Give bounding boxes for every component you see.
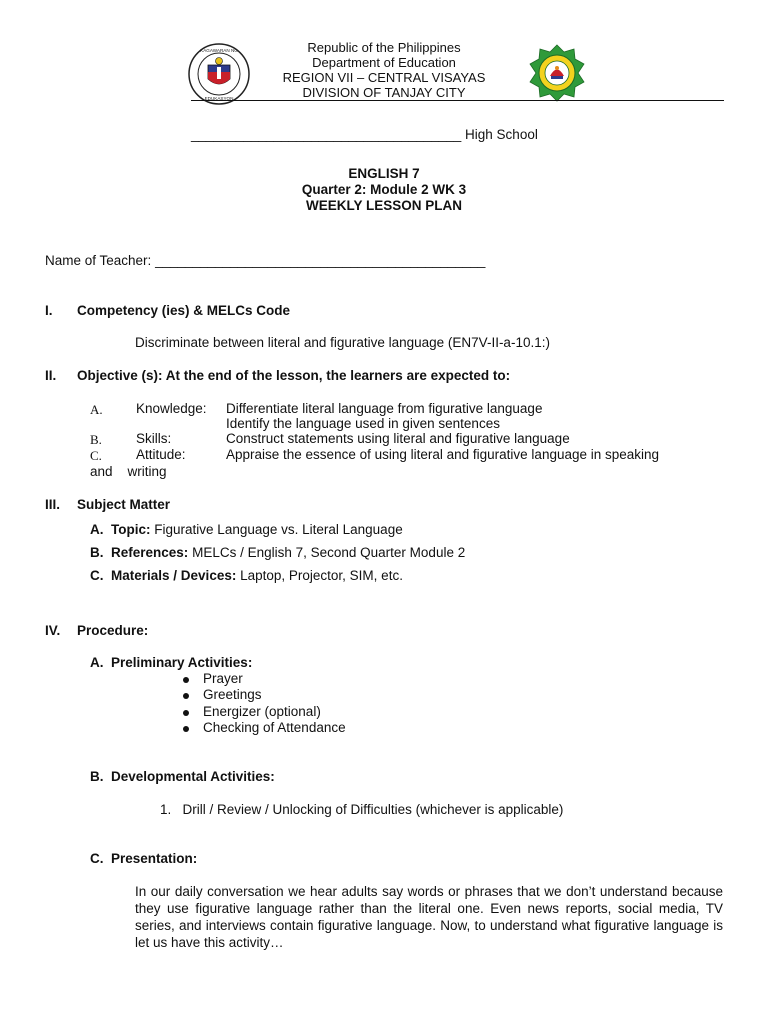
objective-text: Identify the language used in given sentences	[226, 416, 500, 431]
section-i-title: Competency (ies) & MELCs Code	[77, 303, 291, 318]
subject-letter: B.	[90, 545, 104, 560]
quarter-title: Quarter 2: Module 2 WK 3	[301, 182, 467, 197]
section-ii-title: Objective (s): At the end of the lesson, the learners are expected to:	[77, 368, 511, 383]
objective-letter: B.	[90, 432, 102, 447]
objective-label: Knowledge:	[136, 401, 207, 416]
preliminary-bullet: Energizer (optional)	[203, 704, 321, 719]
competency-text: Discriminate between literal and figurative language (EN7V-II-a-10.1:)	[135, 335, 550, 350]
section-iii-number: III.	[45, 497, 61, 512]
svg-text:KAGAWARAN NG: KAGAWARAN NG	[200, 48, 238, 53]
subject-label: Topic:	[111, 522, 151, 537]
section-iv-number: IV.	[45, 623, 61, 638]
presentation-paragraph	[113, 883, 723, 951]
svg-text:EDUKASYON: EDUKASYON	[204, 96, 234, 101]
subject-references-row	[90, 545, 465, 560]
objective-text: Construct statements using literal and figurative language	[226, 431, 570, 446]
subject-value: Laptop, Projector, SIM, etc.	[240, 568, 403, 583]
preliminary-bullet: Greetings	[203, 687, 262, 702]
presentation-heading: C. Presentation:	[90, 851, 198, 866]
header-divider	[191, 100, 724, 101]
preliminary-bullet: Checking of Attendance	[203, 720, 346, 735]
school-name-line: ____________________________________ High School	[191, 127, 538, 142]
document-type-title: WEEKLY LESSON PLAN	[305, 198, 463, 213]
objective-text: Appraise the essence of using literal and figurative language in speaking	[226, 447, 660, 462]
header-department: Department of Education	[312, 55, 456, 70]
developmental-heading: B. Developmental Activities:	[90, 769, 275, 784]
teacher-blank: ____________________________________________	[155, 253, 486, 268]
subject-letter: A.	[90, 522, 104, 537]
subject-title: ENGLISH 7	[348, 166, 420, 181]
subject-label: Materials / Devices:	[111, 568, 237, 583]
section-iii-title: Subject Matter	[77, 497, 171, 512]
objective-letter: A.	[90, 402, 103, 417]
subject-topic-row	[90, 522, 403, 537]
subject-letter: C.	[90, 568, 104, 583]
objective-text: Differentiate literal language from figurative language	[226, 401, 543, 416]
header-republic: Republic of the Philippines	[307, 40, 461, 55]
header-region: REGION VII – CENTRAL VISAYAS	[282, 70, 486, 85]
objective-letter: C.	[90, 448, 102, 463]
preliminary-heading: A. Preliminary Activities:	[90, 655, 253, 670]
tanjay-division-seal-logo	[526, 44, 588, 102]
bullet-icon	[183, 726, 189, 732]
objective-text-wrap: and writing	[90, 464, 167, 479]
teacher-name-line	[45, 253, 485, 268]
subject-materials-row	[90, 568, 403, 583]
subject-label: References:	[111, 545, 189, 560]
section-ii-number: II.	[45, 368, 57, 383]
header-agency-block	[0, 40, 768, 100]
subject-value: MELCs / English 7, Second Quarter Module 2	[192, 545, 466, 560]
bullet-icon	[183, 693, 189, 699]
document-title-block	[0, 166, 768, 214]
objective-label: Attitude:	[136, 447, 186, 462]
subject-value: Figurative Language vs. Literal Language	[154, 522, 403, 537]
bullet-icon	[183, 710, 189, 716]
objective-label: Skills:	[136, 431, 172, 446]
developmental-item: 1. Drill / Review / Unlocking of Difficulties (whichever is applicable)	[160, 802, 564, 817]
section-iv-title: Procedure:	[77, 623, 149, 638]
section-i-number: I.	[45, 303, 53, 318]
header-division: DIVISION OF TANJAY CITY	[302, 85, 466, 100]
presentation-text: In our daily conversation we hear adults say words or phrases that we don’t understand because they use figurative language rather than the literal one. Even news reports, social media, TV series, and interviews contain figurative language. Now, to understand what figurative language is let us have this activity…	[135, 884, 723, 950]
preliminary-bullet: Prayer	[203, 671, 243, 686]
bullet-icon	[183, 677, 189, 683]
teacher-label: Name of Teacher:	[45, 253, 152, 268]
